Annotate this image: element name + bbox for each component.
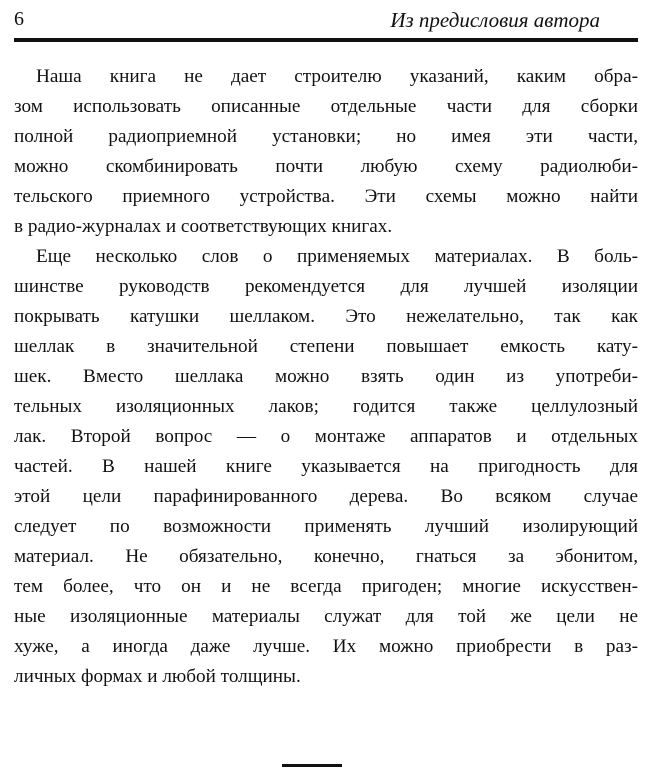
end-rule xyxy=(282,764,342,767)
text-line: тем более, что он и не всегда пригоден; многие искусствен- xyxy=(14,576,638,597)
body-text xyxy=(14,62,638,692)
running-header xyxy=(14,4,638,36)
text-line: в радио-журналах и соответствующих книгах. xyxy=(14,216,393,237)
text-line: шинстве руководств рекомендуется для лучшей изоляции xyxy=(14,276,638,297)
text-line: личных формах и любой толщины. xyxy=(14,666,301,687)
text-line: зом использовать описанные отдельные части для сборки xyxy=(14,96,638,117)
header-rule xyxy=(14,38,638,42)
text-line: тельского приемного устройства. Эти схемы можно найти xyxy=(14,186,638,207)
text-line: шеллак в значительной степени повышает емкость кату- xyxy=(14,336,638,357)
text-line: шек. Вместо шеллака можно взять один из употреби- xyxy=(14,366,638,387)
text-line: Наша книга не дает строителю указаний, каким обра- xyxy=(36,66,638,87)
text-line: следует по возможности применять лучший изолирующий xyxy=(14,516,638,537)
text-line: можно скомбинировать почти любую схему радиолюби- xyxy=(14,156,638,177)
paragraph-1 xyxy=(14,62,638,242)
text-line: ные изоляционные материалы служат для той же цели не xyxy=(14,606,638,627)
page-number: 6 xyxy=(14,8,24,30)
text-line: лак. Второй вопрос — о монтаже аппаратов и отдельных xyxy=(14,426,638,447)
text-line: частей. В нашей книге указывается на пригодность для xyxy=(14,456,638,477)
text-line: покрывать катушки шеллаком. Это нежелательно, так как xyxy=(14,306,638,327)
running-title: Из предисловия автора xyxy=(390,8,600,32)
text-line: тельных изоляционных лаков; годится также целлулозный xyxy=(14,396,638,417)
text-line: хуже, а иногда даже лучше. Их можно приобрести в раз- xyxy=(14,636,638,657)
text-line: этой цели парафинированного дерева. Во всяком случае xyxy=(14,486,638,507)
text-line: материал. Не обязательно, конечно, гнаться за эбонитом, xyxy=(14,546,638,567)
text-line: полной радиоприемной установки; но имея эти части, xyxy=(14,126,638,147)
text-line: Еще несколько слов о применяемых материалах. В боль- xyxy=(36,246,638,267)
paragraph-2 xyxy=(14,242,638,692)
